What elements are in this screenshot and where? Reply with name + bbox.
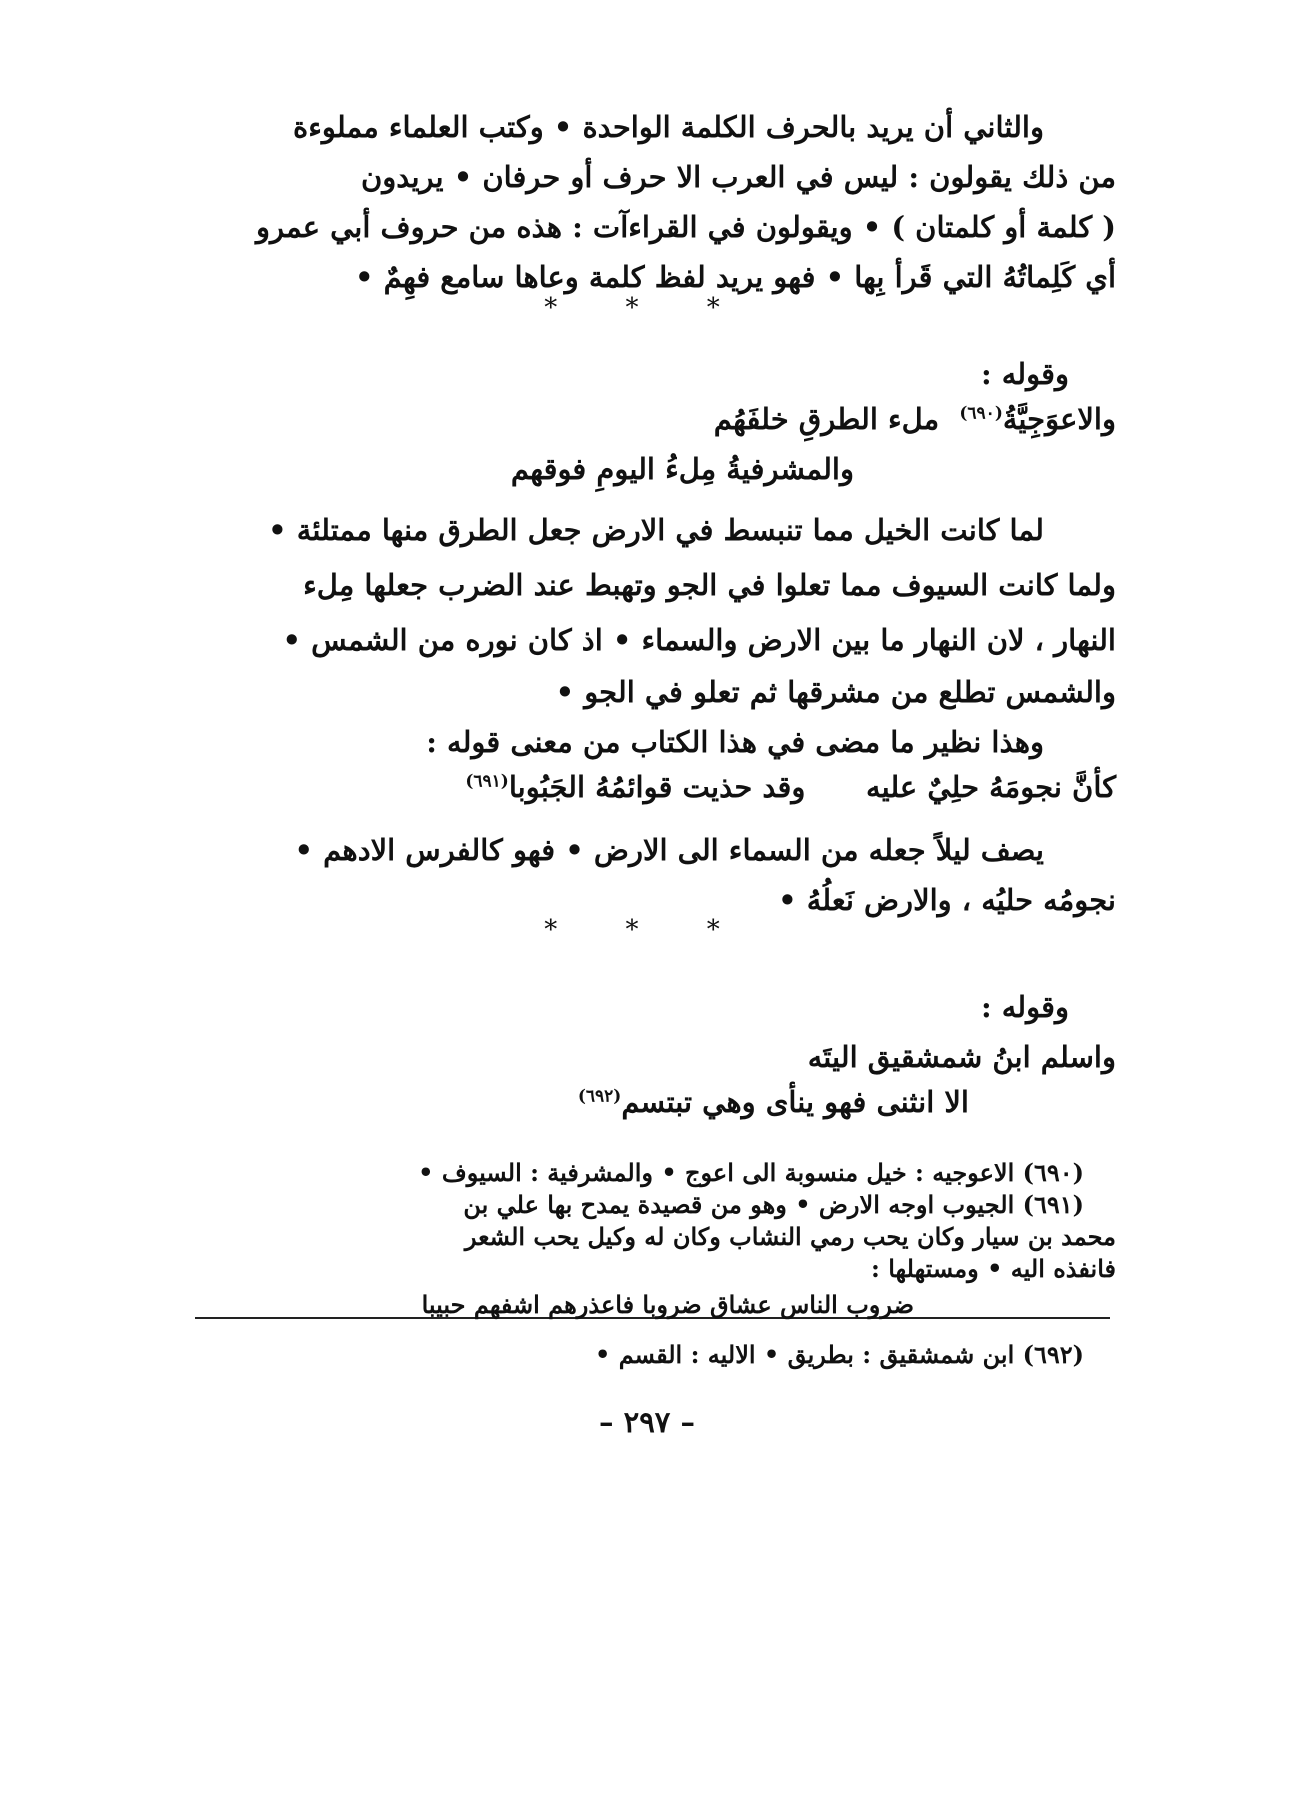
paragraph-line: النهار ، لان النهار ما بين الارض والسماء • اذ كان نوره من الشمس • [282,623,1116,657]
verse-hemistich: والاعوَجِيَّةُ [1002,402,1116,436]
verse-line-2: والمشرفيةُ مِلءُ اليومِ فوقهم [510,452,854,486]
page-number: – ٢٩٧ – [599,1405,695,1439]
paragraph-line: ( كلمة أو كلمتان ) • ويقولون في القراءآت : هذه من حروف أبي عمرو [255,210,1116,244]
paragraph-line: والشمس تطلع من مشرقها ثم تعلو في الجو • [555,675,1116,709]
footnote-ref: (٦٩١) [465,771,509,792]
verse-hemistich: الا انثنى فهو ينأى وهي تبتسم [621,1085,969,1119]
footnote-line: (٦٩١) الجيوب اوجه الارض • وهو من قصيدة يمدح بها علي بن [463,1190,1084,1219]
paragraph-line: لما كانت الخيل مما تنبسط في الارض جعل الطرق منها ممتلئة • [268,513,1044,547]
verse-line-4: واسلم ابنُ شمشقيق اليتَه [807,1040,1116,1074]
verse-hemistich: وقد حذيت قوائمُهُ الجَبُوبا [508,770,806,804]
paragraph-line: من ذلك يقولون : ليس في العرب الا حرف أو حرفان • يريدون [360,160,1116,194]
section-separator: * * * [544,915,750,945]
paragraph-line: يصف ليلاً جعله من السماء الى الارض • فهو كالفرس الادهم • [294,833,1044,867]
verse-line-3 [465,770,1116,804]
section-heading: وقوله : [980,990,1069,1024]
verse-line-1 [714,402,1116,436]
paragraph-line: نجومُه حليُه ، والارض نَعلُهُ • [778,883,1116,917]
footnote-line: (٦٩٠) الاعوجيه : خيل منسوبة الى اعوج • والمشرفية : السيوف • [418,1158,1084,1187]
verse-line-5 [578,1085,969,1119]
paragraph-line: وهذا نظير ما مضى في هذا الكتاب من معنى قوله : [426,725,1044,759]
footnote-ref: (٦٩٢) [577,1086,622,1107]
footnote-ref: (٦٩٠) [959,403,1003,424]
verse-hemistich: ملء الطرقِ خلفَهُم [713,402,940,436]
verse-hemistich: كأنَّ نجومَهُ حلِيٌ عليه [866,770,1116,804]
paragraph-line: أي كَلِماتُهُ التي قَرأ بِها • فهو يريد لفظ كلمة وعاها سامع فهِمٌ • [355,260,1116,294]
paragraph-line: والثاني أن يريد بالحرف الكلمة الواحدة • وكتب العلماء مملوءة [293,110,1044,144]
footnote-line: فانفذه اليه • ومستهلها : [871,1254,1116,1283]
footnote-line: محمد بن سيار وكان يحب رمي النشاب وكان له وكيل يحب الشعر [464,1222,1116,1251]
section-heading: وقوله : [980,357,1069,391]
section-separator: * * * [544,293,750,323]
paragraph-line: ولما كانت السيوف مما تعلوا في الجو وتهبط عند الضرب جعلها مِلء [303,568,1116,602]
footnote-verse: ضروب الناس عشاق ضروبا فاعذرهم اشفهم حبيبا [421,1290,914,1319]
footnote-line: (٦٩٢) ابن شمشقيق : بطريق • الاليه : القسم • [595,1340,1084,1369]
